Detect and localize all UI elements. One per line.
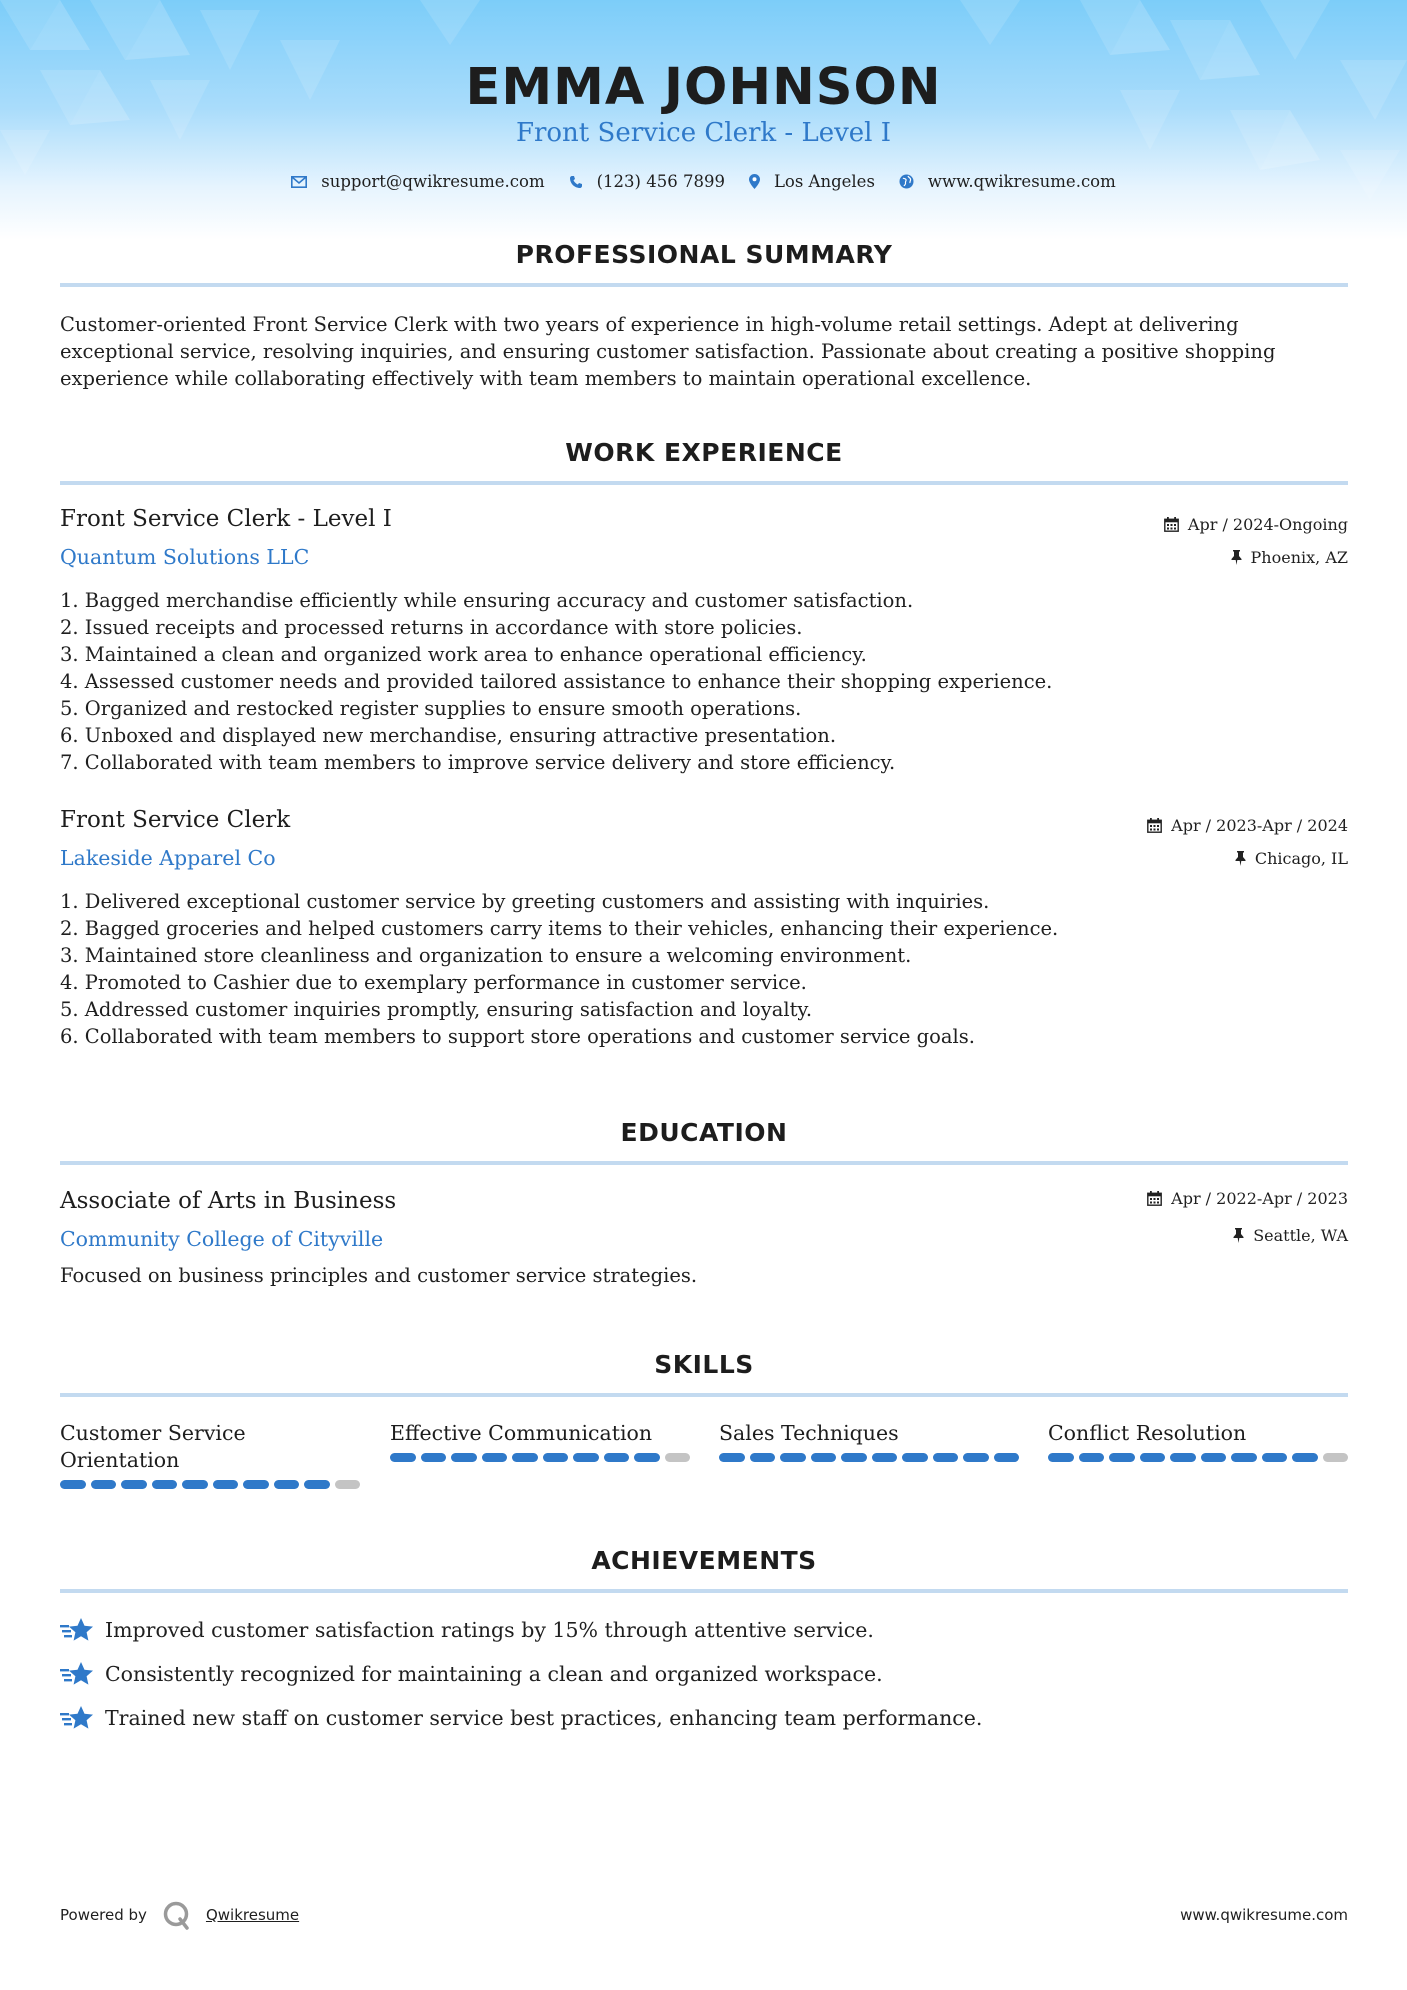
skill-segment-filled — [994, 1453, 1020, 1462]
footer-powered-by — [60, 1900, 299, 1930]
summary-line: exceptional service, resolving inquiries, and ensuring customer satisfaction. Passionate about creating a positive shopping — [60, 340, 1276, 363]
location-text: Los Angeles — [773, 172, 875, 191]
skill-segment-filled — [1048, 1453, 1074, 1462]
job-dates — [1147, 816, 1348, 835]
contact-location — [749, 172, 875, 191]
skill-segment-filled — [750, 1453, 776, 1462]
experience-divider — [60, 481, 1348, 485]
skill-name-line: Sales Techniques — [719, 1421, 899, 1445]
pushpin-icon — [1235, 851, 1246, 866]
company-name: Lakeside Apparel Co — [60, 846, 276, 870]
skill-name — [1048, 1420, 1348, 1447]
contact-email[interactable] — [291, 172, 544, 191]
skill-level-bar — [60, 1480, 360, 1489]
skills-heading: SKILLS — [654, 1350, 754, 1379]
qwikresume-link[interactable]: Qwikresume — [205, 1906, 300, 1924]
skill-segment-filled — [182, 1480, 208, 1489]
skill-name-line: Customer Service — [60, 1421, 246, 1445]
skill-segment-filled — [1170, 1453, 1196, 1462]
phone-icon — [569, 175, 583, 189]
skill-segment-filled — [512, 1453, 538, 1462]
skill-segment-filled — [841, 1453, 867, 1462]
experience-heading: WORK EXPERIENCE — [565, 438, 843, 467]
candidate-title: Front Service Clerk - Level I — [515, 118, 892, 148]
skill-level-bar — [719, 1453, 1019, 1462]
contact-row — [0, 172, 1407, 191]
list-item: 3. Maintained store cleanliness and organization to ensure a welcoming environment. — [60, 944, 912, 967]
list-item: 7. Collaborated with team members to improve service delivery and store efficiency. — [60, 751, 896, 774]
list-item: 1. Delivered exceptional customer service by greeting customers and assisting with inquiries. — [60, 890, 990, 913]
skill-level-bar — [390, 1453, 690, 1462]
skill-segment-filled — [780, 1453, 806, 1462]
achievement-item — [60, 1661, 883, 1687]
skill-segment-filled — [243, 1480, 269, 1489]
star-icon — [60, 1617, 93, 1643]
calendar-icon — [1147, 818, 1162, 833]
skill-item — [719, 1420, 1019, 1462]
skill-segment-filled — [872, 1453, 898, 1462]
skill-segment-filled — [543, 1453, 569, 1462]
skill-segment-filled — [451, 1453, 477, 1462]
job-dates — [1164, 515, 1348, 534]
skill-name-line: Orientation — [60, 1448, 180, 1472]
list-item: 5. Organized and restocked register supplies to ensure smooth operations. — [60, 697, 802, 720]
skill-segment-filled — [274, 1480, 300, 1489]
calendar-icon — [1147, 1191, 1162, 1206]
education-divider — [60, 1161, 1348, 1165]
education-location-text: Seattle, WA — [1253, 1226, 1348, 1245]
skill-segment-filled — [60, 1480, 86, 1489]
achievements-heading: ACHIEVEMENTS — [591, 1546, 817, 1575]
qwikresume-logo-icon — [162, 1900, 192, 1930]
job-bullets — [60, 888, 1350, 1050]
education-description: Focused on business principles and customer service strategies. — [60, 1264, 698, 1287]
list-item: 1. Bagged merchandise efficiently while ensuring accuracy and customer satisfaction. — [60, 589, 914, 612]
skill-segment-filled — [1079, 1453, 1105, 1462]
skill-segment-filled — [604, 1453, 630, 1462]
list-item: 4. Promoted to Cashier due to exemplary performance in customer service. — [60, 971, 807, 994]
education-dates-text: Apr / 2022-Apr / 2023 — [1171, 1189, 1348, 1208]
summary-line: experience while collaborating effectively with team members to maintain operational excellence. — [60, 367, 1032, 390]
pushpin-icon — [1231, 550, 1242, 565]
skill-item — [60, 1420, 360, 1489]
school-name: Community College of Cityville — [60, 1227, 384, 1251]
skill-name-line: Conflict Resolution — [1048, 1421, 1247, 1445]
list-item: 3. Maintained a clean and organized work area to enhance operational efficiency. — [60, 643, 867, 666]
contact-phone[interactable] — [569, 172, 725, 191]
skill-segment-filled — [1140, 1453, 1166, 1462]
skill-segment-filled — [963, 1453, 989, 1462]
job-location — [1231, 548, 1348, 567]
achievement-text: Improved customer satisfaction ratings by 15% through attentive service. — [105, 1618, 874, 1642]
skill-segment-empty — [665, 1453, 691, 1462]
job-location-text: Chicago, IL — [1254, 849, 1348, 868]
list-item: 2. Bagged groceries and helped customers carry items to their vehicles, enhancing their experience. — [60, 917, 1059, 940]
skills-divider — [60, 1393, 1348, 1397]
contact-website[interactable] — [899, 172, 1116, 191]
skill-segment-filled — [1109, 1453, 1135, 1462]
skill-name-line: Effective Communication — [390, 1421, 653, 1445]
star-icon — [60, 1661, 93, 1687]
list-item: 6. Unboxed and displayed new merchandise, ensuring attractive presentation. — [60, 724, 837, 747]
star-icon — [60, 1705, 93, 1731]
list-item: 5. Addressed customer inquiries promptly, ensuring satisfaction and loyalty. — [60, 998, 813, 1021]
skill-segment-filled — [152, 1480, 178, 1489]
achievement-text: Consistently recognized for maintaining a clean and organized workspace. — [105, 1662, 883, 1686]
skill-segment-filled — [902, 1453, 928, 1462]
skill-segment-filled — [213, 1480, 239, 1489]
list-item: 2. Issued receipts and processed returns in accordance with store policies. — [60, 616, 803, 639]
footer-website[interactable]: www.qwikresume.com — [1180, 1906, 1348, 1924]
skill-segment-filled — [304, 1480, 330, 1489]
powered-by-label: Powered by — [60, 1906, 147, 1924]
job-dates-text: Apr / 2024-Ongoing — [1187, 515, 1348, 534]
website-text: www.qwikresume.com — [927, 172, 1116, 191]
achievement-item — [60, 1617, 874, 1643]
skill-segment-filled — [634, 1453, 660, 1462]
job-title: Front Service Clerk — [60, 807, 291, 833]
calendar-icon — [1164, 517, 1179, 532]
summary-divider — [60, 283, 1348, 287]
job-dates-text: Apr / 2023-Apr / 2024 — [1171, 816, 1348, 835]
map-pin-icon — [749, 174, 760, 189]
achievements-divider — [60, 1589, 1348, 1593]
job-bullets — [60, 587, 1350, 776]
globe-icon — [899, 174, 914, 189]
achievement-text: Trained new staff on customer service best practices, enhancing team performance. — [105, 1706, 983, 1730]
skill-segment-filled — [811, 1453, 837, 1462]
skill-name — [60, 1420, 360, 1474]
skill-name — [719, 1420, 1019, 1447]
skill-segment-filled — [933, 1453, 959, 1462]
phone-text: (123) 456 7899 — [596, 172, 725, 191]
envelope-icon — [291, 176, 307, 188]
skill-segment-filled — [390, 1453, 416, 1462]
skill-segment-empty — [1323, 1453, 1349, 1462]
skill-segment-filled — [573, 1453, 599, 1462]
skill-level-bar — [1048, 1453, 1348, 1462]
candidate-name: EMMA JOHNSON — [465, 58, 942, 117]
skill-segment-filled — [121, 1480, 147, 1489]
job-location-text: Phoenix, AZ — [1250, 548, 1348, 567]
skill-segment-empty — [335, 1480, 361, 1489]
skill-segment-filled — [91, 1480, 117, 1489]
education-location — [1233, 1226, 1348, 1245]
skill-segment-filled — [1262, 1453, 1288, 1462]
job-location — [1235, 849, 1348, 868]
education-dates — [1147, 1189, 1348, 1208]
list-item: 6. Collaborated with team members to support store operations and customer service goals. — [60, 1025, 975, 1048]
email-text: support@qwikresume.com — [321, 172, 545, 191]
skill-segment-filled — [1292, 1453, 1318, 1462]
summary-text — [60, 311, 1350, 392]
skill-item — [390, 1420, 690, 1462]
company-name: Quantum Solutions LLC — [60, 545, 310, 569]
skill-segment-filled — [1231, 1453, 1257, 1462]
pushpin-icon — [1233, 1228, 1244, 1243]
skill-segment-filled — [421, 1453, 447, 1462]
skill-name — [390, 1420, 690, 1447]
skill-segment-filled — [482, 1453, 508, 1462]
skill-segment-filled — [719, 1453, 745, 1462]
summary-line: Customer-oriented Front Service Clerk with two years of experience in high-volume retail settings. Adept at delivering — [60, 313, 1239, 336]
summary-heading: PROFESSIONAL SUMMARY — [515, 240, 893, 269]
achievement-item — [60, 1705, 982, 1731]
education-heading: EDUCATION — [620, 1118, 788, 1147]
degree-title: Associate of Arts in Business — [60, 1188, 397, 1214]
job-title: Front Service Clerk - Level I — [60, 506, 392, 532]
list-item: 4. Assessed customer needs and provided tailored assistance to enhance their shopping experience. — [60, 670, 1053, 693]
skill-segment-filled — [1201, 1453, 1227, 1462]
skill-item — [1048, 1420, 1348, 1462]
